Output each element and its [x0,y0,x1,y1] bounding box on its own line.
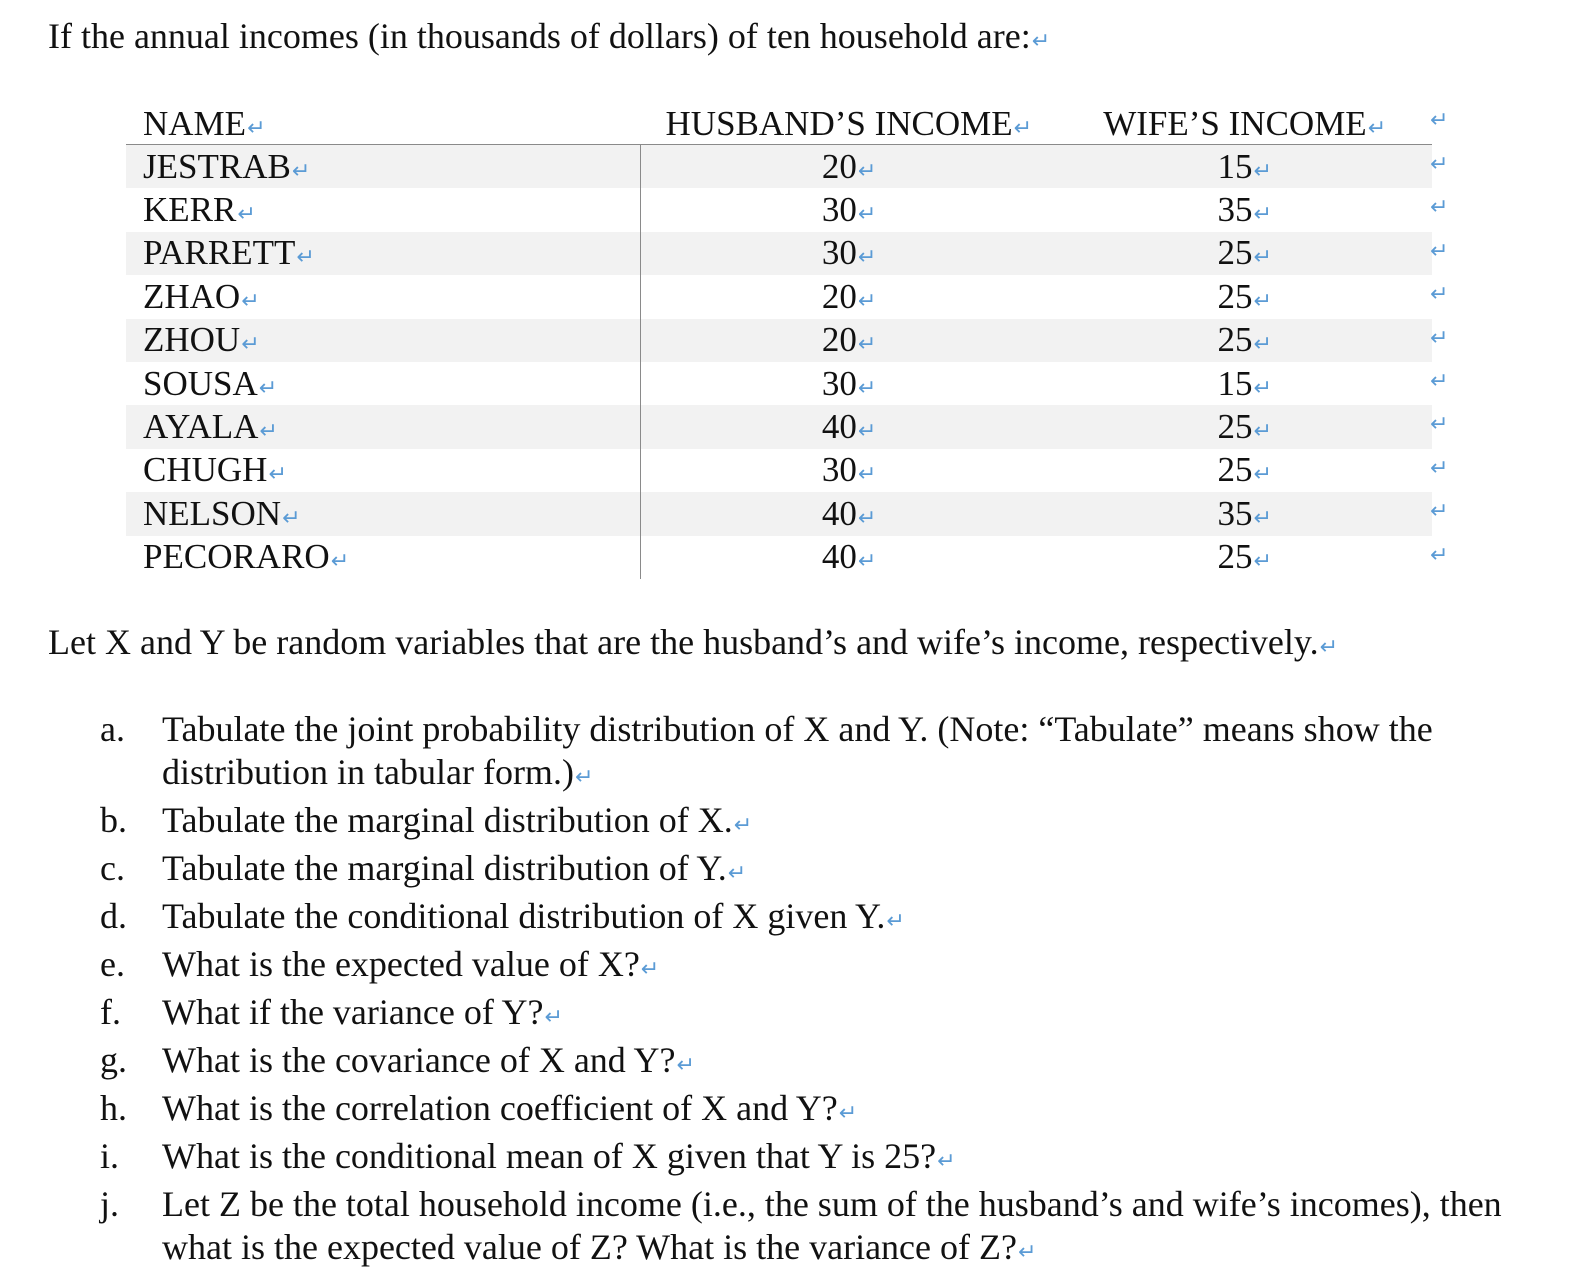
paragraph-mark-icon: ↵ [1253,419,1272,445]
list-item-letter: i. [100,1136,120,1176]
table-row [126,405,1432,448]
paragraph-mark-icon: ↵ [258,375,278,401]
paragraph-mark-icon: ↵ [857,332,877,358]
paragraph-mark-icon: ↵ [733,813,753,838]
paragraph-mark-icon: ↵ [241,288,260,314]
paragraph-mark-icon: ↵ [857,158,877,184]
paragraph-mark-icon: ↵ [1253,288,1272,314]
paragraph-mark-icon: ↵ [727,861,747,886]
paragraph-mark-icon: ↵ [857,245,877,271]
cell-husband-income: 40↵ [640,405,1057,448]
paragraph-mark-icon: ↵ [857,462,877,488]
list-item-letter: j. [100,1184,120,1224]
paragraph-mark-icon: ↵ [1253,549,1272,575]
cell-wife-income: 35↵ [1217,190,1272,230]
cell-wife-income: 25↵ [1057,319,1432,362]
paragraph-mark-icon: ↵ [1253,245,1272,271]
list-item [100,943,1520,991]
paragraph-mark-icon: ↵ [296,245,315,271]
paragraph-mark-icon: ↵ [857,505,877,531]
paragraph-mark-icon: ↵ [676,1053,695,1078]
row-end-mark-icon: ↵ [1430,195,1449,221]
list-item-text: Tabulate the marginal distribution of Y.↵ [162,848,747,888]
list-item [100,708,1520,799]
paragraph-mark-icon: ↵ [937,1149,956,1174]
list-item-letter: c. [100,848,125,888]
paragraph-mark-icon: ↵ [857,288,877,314]
list-item-letter: f. [100,992,121,1032]
income-table [126,100,1432,579]
paragraph-mark-icon: ↵ [857,549,877,575]
cell-husband-income: 30↵ [640,449,1057,492]
paragraph-mark-icon: ↵ [886,909,905,934]
intro-text: If the annual incomes (in thousands of dollars) of ten household are: [48,16,1031,56]
cell-wife-income: 25↵ [1217,450,1272,490]
list-item [100,847,1520,895]
paragraph-mark-icon: ↵ [291,158,311,184]
cell-name: PECORARO↵ [143,537,350,577]
cell-wife-income: 15↵ [1057,145,1432,189]
table-row [126,319,1432,362]
table-row [126,232,1432,275]
table-header-row [126,100,1432,145]
row-end-mark-icon: ↵ [1430,108,1449,133]
list-item-letter: e. [100,944,125,984]
row-end-mark-icon: ↵ [1430,282,1449,308]
list-item [100,799,1520,847]
paragraph-mark-icon: ↵ [1031,29,1051,54]
paragraph-mark-icon: ↵ [640,957,660,982]
list-item-letter: a. [100,709,125,749]
list-item-text: What is the expected value of X?↵ [162,944,660,984]
row-end-mark-icon: ↵ [1430,455,1449,481]
list-item-text: What is the correlation coefficient of X and Y?↵ [162,1088,858,1128]
paragraph-mark-icon: ↵ [1253,158,1272,184]
paragraph-mark-icon: ↵ [241,332,260,358]
cell-name: CHUGH↵ [143,450,287,490]
table-row [126,188,1432,231]
paragraph-mark-icon: ↵ [268,462,287,488]
cell-name: AYALA↵ [126,405,640,448]
paragraph-mark-icon: ↵ [330,549,350,575]
row-end-mark-icon: ↵ [1430,412,1449,438]
paragraph-mark-icon: ↵ [1253,332,1272,358]
row-end-mark-icon: ↵ [1430,499,1449,525]
paragraph-mark-icon: ↵ [1367,116,1387,141]
paragraph-mark-icon: ↵ [574,765,594,790]
paragraph-mark-icon: ↵ [237,202,256,228]
paragraph-mark-icon: ↵ [1319,635,1339,660]
list-item [100,895,1520,943]
cell-wife-income: 25↵ [1057,232,1432,275]
cell-husband-income: 20↵ [640,145,1057,189]
cell-husband-income: 20↵ [640,275,1057,318]
list-item [100,1183,1520,1274]
list-item-text: Tabulate the conditional distribution of X given Y.↵ [162,896,905,936]
cell-wife-income: 15↵ [1217,363,1272,403]
paragraph-mark-icon: ↵ [857,419,877,445]
list-item-text: What is the covariance of X and Y?↵ [162,1040,695,1080]
cell-name: KERR↵ [143,190,256,230]
cell-wife-income: 35↵ [1057,492,1432,535]
list-item-letter: b. [100,800,127,840]
header-husband-income: HUSBAND’S INCOME↵ [640,100,1057,145]
paragraph-mark-icon: ↵ [857,375,877,401]
table-row [126,145,1432,189]
list-item-text: Let Z be the total household income (i.e., the sum of the husband’s and wife’s incomes), then what is the expected value of Z? What is the variance of Z?↵ [162,1184,1502,1267]
list-item-text: Tabulate the joint probability distribution of X and Y. (Note: “Tabulate” means show the distribution in tabular form.)↵ [162,709,1433,792]
list-item [100,991,1520,1039]
intro-paragraph [48,12,1050,66]
list-item [100,1135,1520,1183]
list-item-text: Tabulate the marginal distribution of X.↵ [162,800,753,840]
paragraph-mark-icon: ↵ [1253,375,1272,401]
table-row [126,492,1432,535]
statement-text: Let X and Y be random variables that are the husband’s and wife’s income, respectively. [48,622,1319,662]
cell-name: JESTRAB↵ [126,145,640,189]
row-end-mark-icon: ↵ [1430,238,1449,264]
question-list [100,708,1520,1274]
paragraph-mark-icon: ↵ [259,419,278,445]
cell-wife-income: 25↵ [1217,537,1272,577]
cell-name: PARRETT↵ [126,232,640,275]
paragraph-mark-icon: ↵ [1253,202,1272,228]
table-row [126,275,1432,318]
statement-paragraph [48,618,1338,672]
paragraph-mark-icon: ↵ [1253,462,1272,488]
cell-name: NELSON↵ [126,492,640,535]
row-end-mark-icon: ↵ [1430,152,1449,177]
cell-husband-income: 30↵ [640,362,1057,405]
cell-husband-income: 40↵ [640,492,1057,535]
list-item-letter: g. [100,1040,127,1080]
paragraph-mark-icon: ↵ [1017,1240,1037,1265]
cell-husband-income: 20↵ [640,319,1057,362]
paragraph-mark-icon: ↵ [838,1101,858,1126]
paragraph-mark-icon: ↵ [1013,116,1033,141]
cell-wife-income: 25↵ [1057,405,1432,448]
paragraph-mark-icon: ↵ [857,202,877,228]
paragraph-mark-icon: ↵ [544,1005,563,1030]
paragraph-mark-icon: ↵ [247,116,266,141]
list-item [100,1039,1520,1087]
paragraph-mark-icon: ↵ [282,505,301,531]
list-item-letter: h. [100,1088,127,1128]
row-end-mark-icon: ↵ [1430,325,1449,351]
list-item-text: What if the variance of Y?↵ [162,992,563,1032]
header-wife-income: WIFE’S INCOME↵ [1057,100,1432,145]
row-end-mark-icon: ↵ [1430,542,1449,568]
table-row [126,449,1432,492]
cell-name: ZHAO↵ [143,276,260,316]
cell-name: ZHOU↵ [126,319,640,362]
header-name: NAME↵ [126,100,640,145]
list-item [100,1087,1520,1135]
table-row [126,362,1432,405]
list-item-text: What is the conditional mean of X given that Y is 25?↵ [162,1136,956,1176]
cell-wife-income: 25↵ [1217,276,1272,316]
table-row [126,536,1432,579]
row-end-mark-icon: ↵ [1430,369,1449,394]
cell-husband-income: 40↵ [640,536,1057,579]
cell-husband-income: 30↵ [640,232,1057,275]
list-item-letter: d. [100,896,127,936]
paragraph-mark-icon: ↵ [1253,505,1272,531]
cell-husband-income: 30↵ [640,188,1057,231]
cell-name: SOUSA↵ [143,363,278,403]
